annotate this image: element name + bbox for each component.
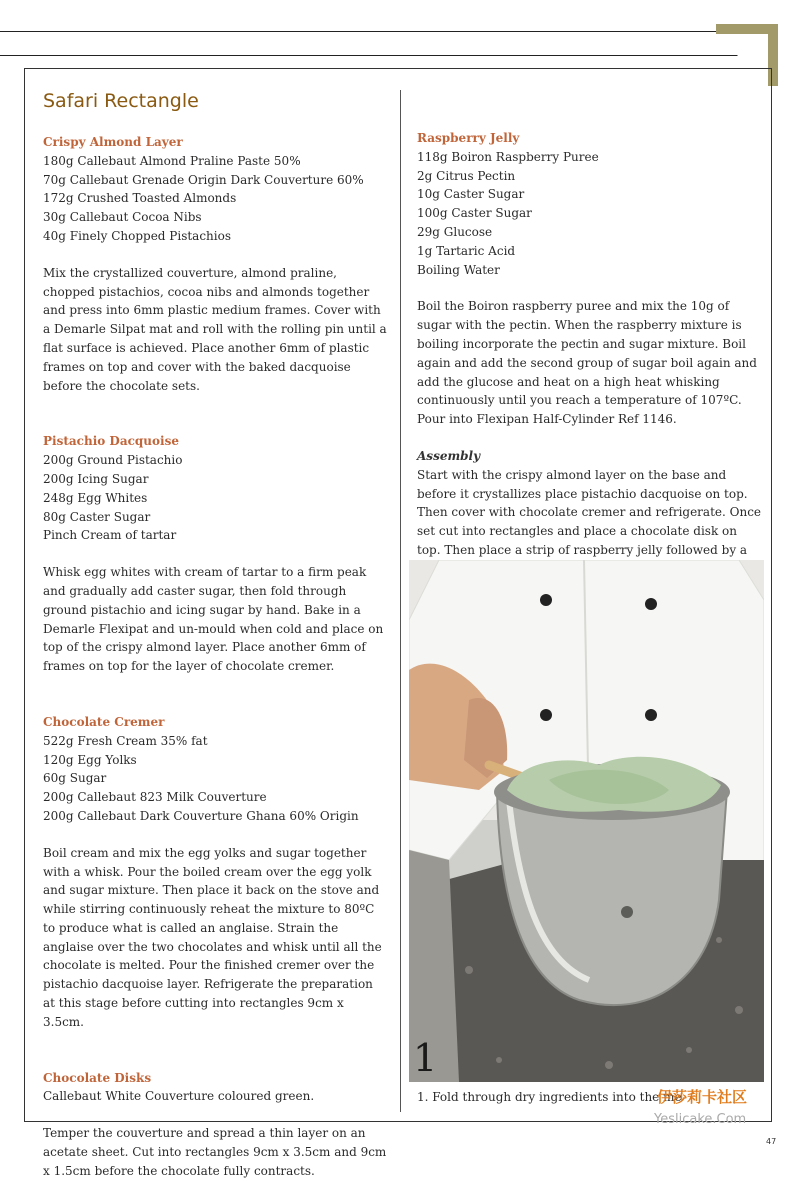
ingredient-list-cremer — [43, 732, 388, 826]
step-number: 1 — [413, 1036, 438, 1080]
method-disks: Temper the couverture and spread a thin layer on an acetate sheet. Cut into rectangles 9cm x 3.5cm and 9cm x 1.5cm before the chocolate fully contracts. — [43, 1126, 387, 1178]
ingredient-item: 200g Callebaut 823 Milk Couverture — [43, 790, 267, 805]
method-assembly: Start with the crispy almond layer on the base and before it crystallizes place pistachio dacquoise on top. Then cover with chocolate cremer and refrigerate. Once set cut into rectangles and place a chocolate disk on top. Then place a strip of raspberry jelly followed by a — [417, 467, 762, 557]
method-almond: Mix the crystallized couverture, almond praline, chopped pistachios, cocoa nibs and almonds together and press into 6mm plastic medium frames. Cover with a Demarle Silpat mat and roll with the rolling pin until a flat surface is achieved. Place another 6mm of plastic frames on top and cover with the baked dacquoise before the chocolate sets. — [43, 265, 387, 393]
section-heading-assembly: Assembly — [417, 448, 481, 463]
section-heading-cremer: Chocolate Cremer — [43, 714, 165, 729]
method-dacquoise: Whisk egg whites with cream of tartar to a firm peak and gradually add caster sugar, then fold through ground pistachio and icing sugar by hand. Bake in a Demarle Flexipat and un-mould when cold and place on top of the crispy almond layer. Place another 6mm of frames on top for the layer of chocolate cremer. — [43, 565, 384, 674]
ingredient-item: 120g Egg Yolks — [43, 752, 137, 767]
left-column — [43, 133, 388, 1181]
top-rule-lower — [0, 55, 765, 56]
ingredient-item: 200g Icing Sugar — [43, 471, 149, 486]
top-rule — [0, 31, 768, 32]
method-jelly: Boil the Boiron raspberry puree and mix the 10g of sugar with the pectin. When the raspberry mixture is boiling incorporate the pectin and sugar mixture. Boil again and add the second group of sugar boil again and add the glucose and heat on a high heat whisking continuously until you reach a temperature of 107ºC. Pour into Flexipan Half-Cylinder Ref 1146. — [417, 299, 757, 427]
ingredient-item: 2g Citrus Pectin — [417, 168, 516, 183]
ingredient-item: 40g Finely Chopped Pistachios — [43, 228, 232, 243]
ingredient-item: 172g Crushed Toasted Almonds — [43, 191, 237, 206]
ingredient-item: 248g Egg Whites — [43, 490, 148, 505]
ingredient-item: 1g Tartaric Acid — [417, 243, 516, 258]
watermark-url: Yeslicake.Com — [654, 1112, 747, 1127]
section-heading-disks: Chocolate Disks — [43, 1070, 152, 1085]
section-heading-almond: Crispy Almond Layer — [43, 135, 183, 149]
column-divider — [400, 90, 401, 1112]
ingredient-list-jelly — [417, 148, 762, 280]
ingredient-item: 200g Ground Pistachio — [43, 453, 183, 468]
ingredient-item: Pinch Cream of tartar — [43, 528, 177, 543]
watermark-cn: 伊莎莉卡社区 — [657, 1088, 748, 1106]
ingredient-item: Boiling Water — [417, 262, 500, 277]
ingredient-item: 180g Callebaut Almond Praline Paste 50% — [43, 153, 301, 168]
photo-caption: 1. Fold through dry ingredients into the me — [417, 1090, 682, 1104]
ingredient-item: 70g Callebaut Grenade Origin Dark Couverture 60% — [43, 172, 364, 187]
chef-mixing-bowl-photo — [409, 560, 764, 1082]
ingredient-list-dacquoise — [43, 451, 388, 545]
section-heading-dacquoise: Pistachio Dacquoise — [43, 434, 179, 449]
right-column — [417, 129, 762, 579]
recipe-title: Safari Rectangle — [43, 90, 199, 112]
ingredient-item: 80g Caster Sugar — [43, 509, 151, 524]
ingredient-item: Callebaut White Couverture coloured green. — [43, 1089, 315, 1104]
section-heading-jelly: Raspberry Jelly — [417, 131, 520, 145]
ingredient-list-almond — [43, 152, 388, 246]
ingredient-item: 30g Callebaut Cocoa Nibs — [43, 210, 202, 225]
ingredient-item: 29g Glucose — [417, 224, 493, 239]
ingredient-item: 60g Sugar — [43, 771, 107, 786]
method-cremer: Boil cream and mix the egg yolks and sugar together with a whisk. Pour the boiled cream over the egg yolk and sugar mixture. Then place it back on the stove and while stirring continuously reheat the mixture to 80ºC to produce what is called an anglaise. Strain the anglaise over the two chocolates and whisk until all the chocolate is melted. Pour the finished cremer over the pistachio dacquoise layer. Refrigerate the preparation at this stage before cutting into rectangles 9cm x 3.5cm. — [43, 845, 382, 1029]
page-number: 47 — [766, 1137, 777, 1146]
ingredient-item: 200g Callebaut Dark Couverture Ghana 60% Origin — [43, 808, 359, 823]
ingredient-item: 10g Caster Sugar — [417, 187, 525, 202]
ingredient-item: 118g Boiron Raspberry Puree — [417, 149, 599, 164]
ingredient-item: 522g Fresh Cream 35% fat — [43, 733, 208, 748]
ingredient-item: 100g Caster Sugar — [417, 206, 532, 221]
